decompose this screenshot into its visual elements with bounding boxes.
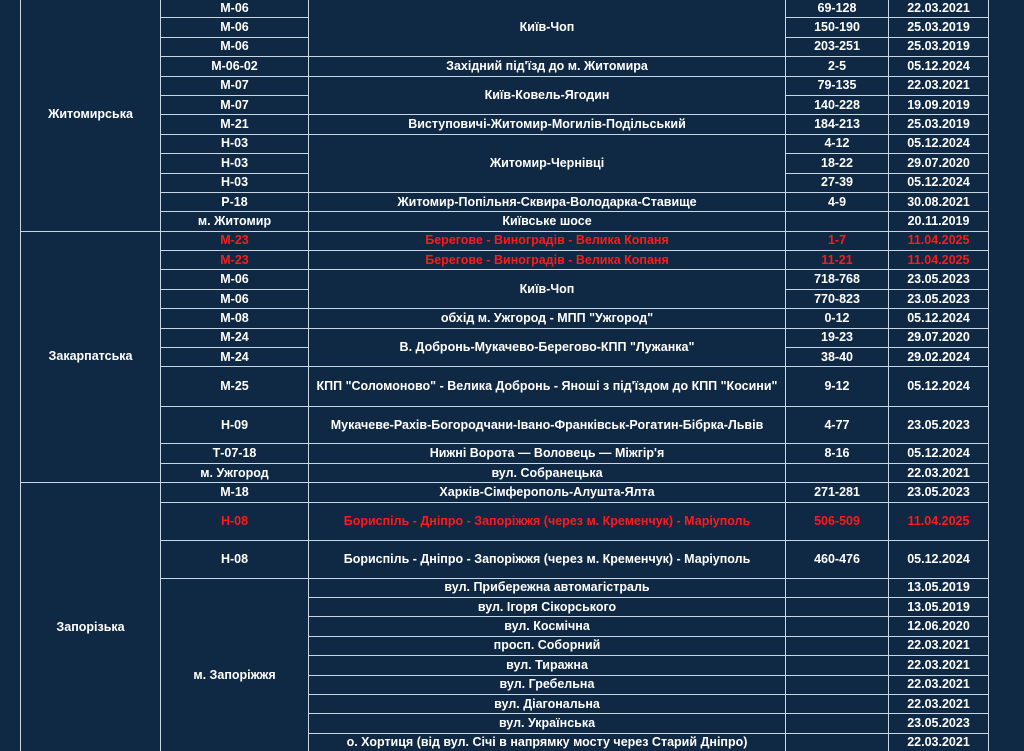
road-date: 05.12.2024 <box>889 309 989 328</box>
table-row <box>21 270 989 289</box>
road-km <box>786 733 889 751</box>
road-km: 38-40 <box>786 348 889 367</box>
road-code: Н-08 <box>161 502 309 540</box>
road-date: 22.03.2021 <box>889 675 989 694</box>
road-code: Н-03 <box>161 173 309 192</box>
road-name: вул. Прибережна автомагістраль <box>309 578 786 597</box>
city-cell: м. Запоріжжя <box>161 578 309 751</box>
road-date: 12.06.2020 <box>889 617 989 636</box>
table-row <box>21 212 989 231</box>
table-row <box>21 0 989 18</box>
region-cell: Запорізька <box>21 483 161 751</box>
road-km: 271-281 <box>786 483 889 502</box>
table-row <box>21 192 989 211</box>
road-date: 23.05.2023 <box>889 270 989 289</box>
road-km: 1-7 <box>786 231 889 250</box>
table-row <box>21 76 989 95</box>
road-code: М-06 <box>161 18 309 37</box>
road-km: 4-12 <box>786 134 889 153</box>
road-date: 20.11.2019 <box>889 212 989 231</box>
road-date: 05.12.2024 <box>889 367 989 407</box>
table-row <box>21 134 989 153</box>
table-row <box>21 57 989 76</box>
road-code: М-23 <box>161 231 309 250</box>
road-km: 4-77 <box>786 407 889 444</box>
road-km <box>786 656 889 675</box>
road-km: 0-12 <box>786 309 889 328</box>
road-date: 23.05.2023 <box>889 407 989 444</box>
road-name: Житомир-Чернівці <box>309 134 786 192</box>
road-km: 11-21 <box>786 251 889 270</box>
road-km: 770-823 <box>786 289 889 308</box>
road-date: 05.12.2024 <box>889 540 989 578</box>
road-km: 19-23 <box>786 328 889 347</box>
road-code: М-07 <box>161 76 309 95</box>
road-name: Нижні Ворота — Воловець — Міжгір'я <box>309 444 786 463</box>
road-code: М-06 <box>161 270 309 289</box>
road-name: Західний під'їзд до м. Житомира <box>309 57 786 76</box>
road-km <box>786 636 889 655</box>
road-name: Берегове - Виноградів - Велика Копаня <box>309 251 786 270</box>
road-km: 2-5 <box>786 57 889 76</box>
road-name: Виступовичі-Житомир-Могилів-Подільський <box>309 115 786 134</box>
road-date: 25.03.2019 <box>889 37 989 56</box>
road-name: Київ-Чоп <box>309 0 786 57</box>
road-km: 79-135 <box>786 76 889 95</box>
table-row <box>21 115 989 134</box>
road-code: М-24 <box>161 328 309 347</box>
road-name: вул. Українська <box>309 714 786 733</box>
road-code: Н-03 <box>161 134 309 153</box>
road-name: Житомир-Попільня-Сквира-Володарка-Ставище <box>309 192 786 211</box>
road-km: 718-768 <box>786 270 889 289</box>
road-name: о. Хортиця (від вул. Січі в напрямку мосту через Старий Дніпро) <box>309 733 786 751</box>
road-name: Бориспіль - Дніпро - Запоріжжя (через м. Кременчук) - Маріуполь <box>309 502 786 540</box>
road-date: 22.03.2021 <box>889 733 989 751</box>
road-date: 13.05.2019 <box>889 597 989 616</box>
road-code: М-24 <box>161 348 309 367</box>
road-code: М-06 <box>161 37 309 56</box>
road-km: 27-39 <box>786 173 889 192</box>
road-km <box>786 675 889 694</box>
road-km: 184-213 <box>786 115 889 134</box>
road-name: вул. Діагональна <box>309 694 786 713</box>
road-code: М-06 <box>161 0 309 18</box>
road-code: Н-03 <box>161 154 309 173</box>
road-code: Н-09 <box>161 407 309 444</box>
road-date: 22.03.2021 <box>889 636 989 655</box>
road-km <box>786 714 889 733</box>
road-km: 8-16 <box>786 444 889 463</box>
road-km: 460-476 <box>786 540 889 578</box>
road-name: Берегове - Виноградів - Велика Копаня <box>309 231 786 250</box>
road-repair-table <box>20 0 989 751</box>
road-name: Мукачеве-Рахів-Богородчани-Івано-Франківськ-Рогатин-Бібрка-Львів <box>309 407 786 444</box>
road-km: 18-22 <box>786 154 889 173</box>
table-row <box>21 309 989 328</box>
table-row <box>21 367 989 407</box>
table-row <box>21 328 989 347</box>
road-date: 05.12.2024 <box>889 57 989 76</box>
road-km: 150-190 <box>786 18 889 37</box>
road-date: 22.03.2021 <box>889 76 989 95</box>
road-km <box>786 617 889 636</box>
table-row <box>21 578 989 597</box>
road-date: 23.05.2023 <box>889 714 989 733</box>
road-name: КПП "Соломоново" - Велика Добронь - Яноші з під'їздом до КПП "Косини" <box>309 367 786 407</box>
road-name: Бориспіль - Дніпро - Запоріжжя (через м. Кременчук) - Маріуполь <box>309 540 786 578</box>
road-name: В. Добронь-Мукачево-Берегово-КПП "Лужанка" <box>309 328 786 367</box>
road-km: 506-509 <box>786 502 889 540</box>
road-name: вул. Собранецька <box>309 463 786 482</box>
road-name: вул. Тиражна <box>309 656 786 675</box>
road-code: М-23 <box>161 251 309 270</box>
road-date: 05.12.2024 <box>889 134 989 153</box>
table-row <box>21 483 989 502</box>
road-km: 140-228 <box>786 95 889 114</box>
table-row <box>21 444 989 463</box>
road-km: 9-12 <box>786 367 889 407</box>
road-code: М-21 <box>161 115 309 134</box>
road-name: обхід м. Ужгород - МПП "Ужгород" <box>309 309 786 328</box>
table-row <box>21 463 989 482</box>
road-name: вул. Гребельна <box>309 675 786 694</box>
road-km <box>786 597 889 616</box>
road-code: м. Житомир <box>161 212 309 231</box>
road-date: 22.03.2021 <box>889 0 989 18</box>
road-date: 13.05.2019 <box>889 578 989 597</box>
road-km <box>786 463 889 482</box>
road-code: Р-18 <box>161 192 309 211</box>
road-km <box>786 694 889 713</box>
road-date: 25.03.2019 <box>889 18 989 37</box>
region-cell: Житомирська <box>21 0 161 231</box>
road-date: 29.07.2020 <box>889 328 989 347</box>
road-date: 11.04.2025 <box>889 231 989 250</box>
road-date: 30.08.2021 <box>889 192 989 211</box>
table-row-highlighted <box>21 231 989 250</box>
road-code: М-25 <box>161 367 309 407</box>
road-km: 203-251 <box>786 37 889 56</box>
road-code: М-06-02 <box>161 57 309 76</box>
table-row <box>21 540 989 578</box>
table-row-highlighted <box>21 502 989 540</box>
road-date: 22.03.2021 <box>889 656 989 675</box>
region-cell: Закарпатська <box>21 231 161 483</box>
table-row-highlighted <box>21 251 989 270</box>
road-date: 05.12.2024 <box>889 173 989 192</box>
road-km: 69-128 <box>786 0 889 18</box>
road-name: Київ-Ковель-Ягодин <box>309 76 786 115</box>
road-name: вул. Ігоря Сікорського <box>309 597 786 616</box>
road-name: вул. Космічна <box>309 617 786 636</box>
road-code: Н-08 <box>161 540 309 578</box>
table-row <box>21 407 989 444</box>
road-name: Київське шосе <box>309 212 786 231</box>
road-date: 19.09.2019 <box>889 95 989 114</box>
road-code: М-18 <box>161 483 309 502</box>
road-km: 4-9 <box>786 192 889 211</box>
road-date: 22.03.2021 <box>889 694 989 713</box>
road-code: М-06 <box>161 289 309 308</box>
road-date: 23.05.2023 <box>889 483 989 502</box>
road-date: 11.04.2025 <box>889 502 989 540</box>
road-date: 25.03.2019 <box>889 115 989 134</box>
road-date: 29.07.2020 <box>889 154 989 173</box>
road-km <box>786 212 889 231</box>
road-km <box>786 578 889 597</box>
road-name: просп. Соборний <box>309 636 786 655</box>
road-name: Харків-Сімферополь-Алушта-Ялта <box>309 483 786 502</box>
road-date: 29.02.2024 <box>889 348 989 367</box>
road-code: Т-07-18 <box>161 444 309 463</box>
road-date: 23.05.2023 <box>889 289 989 308</box>
road-code: м. Ужгород <box>161 463 309 482</box>
road-date: 05.12.2024 <box>889 444 989 463</box>
road-code: М-07 <box>161 95 309 114</box>
road-date: 22.03.2021 <box>889 463 989 482</box>
road-code: М-08 <box>161 309 309 328</box>
road-name: Київ-Чоп <box>309 270 786 309</box>
road-date: 11.04.2025 <box>889 251 989 270</box>
